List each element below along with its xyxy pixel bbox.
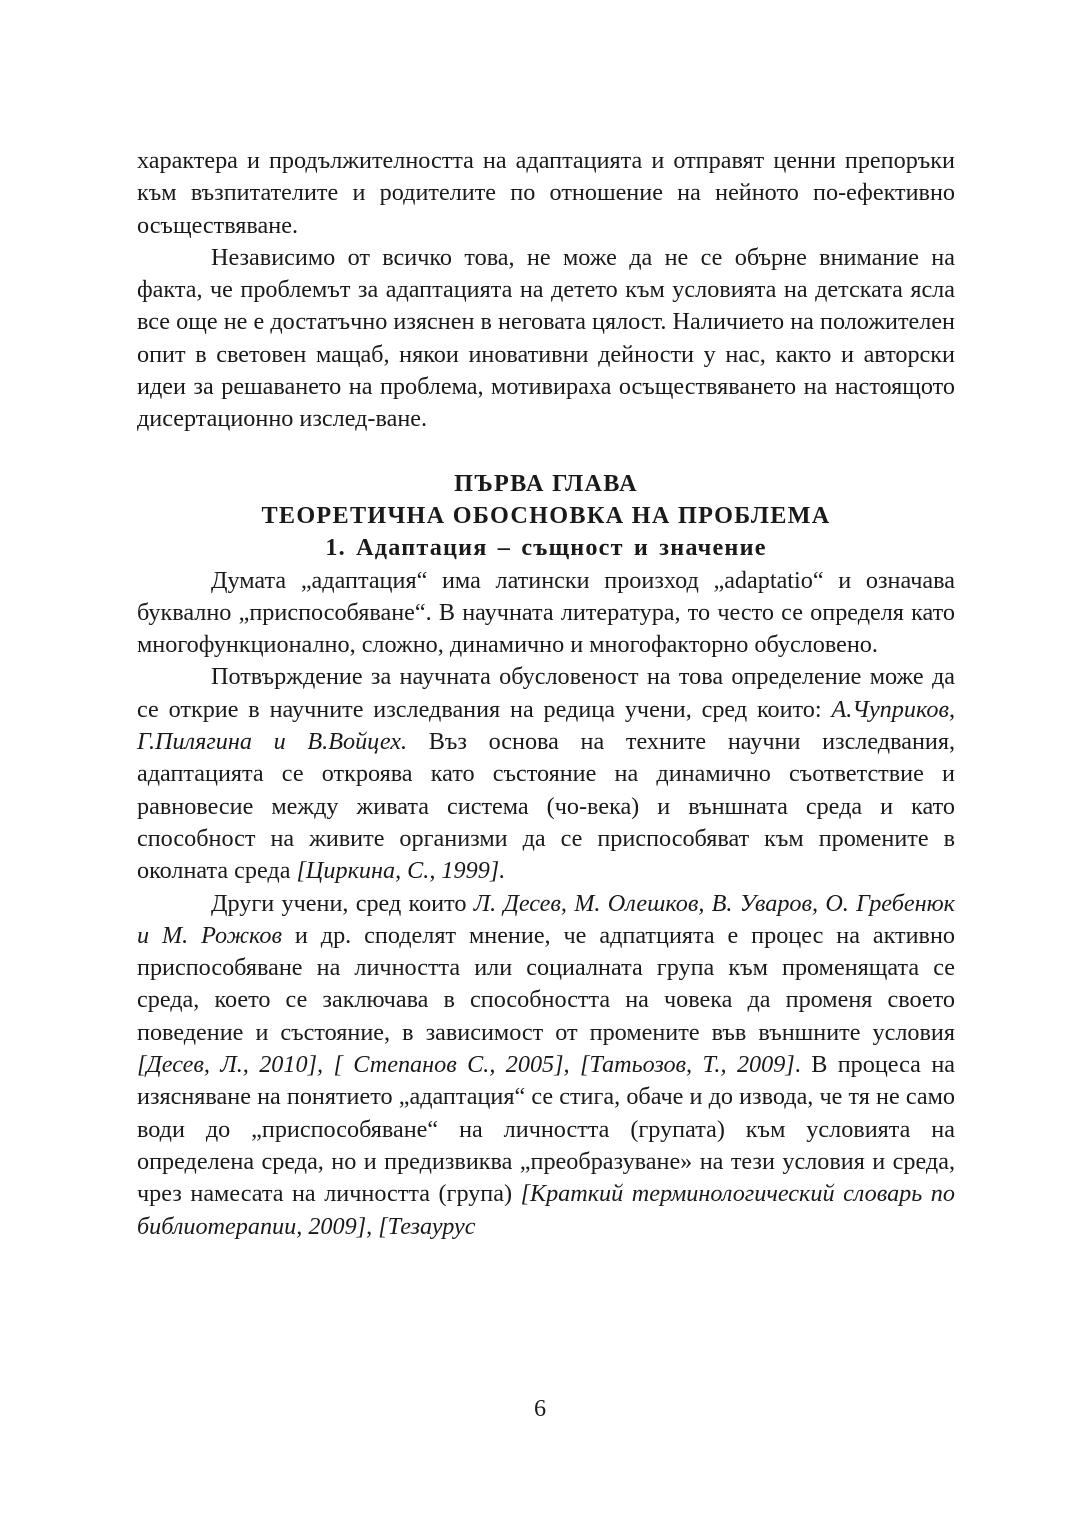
author-names: Л. Десев, М. Олешков, В. Уваров, О. Гребенюк и М. Рожков <box>137 889 955 949</box>
citation: [Краткий терминологический словарь по библиотерапии, 2009], [Тезаурус <box>137 1180 955 1240</box>
chapter-title: ТЕОРЕТИЧНА ОБОСНОВКА НА ПРОБЛЕМА <box>261 501 831 529</box>
paragraph-text: и др. споделят мнение, че адпатцията е процес на активно приспособяване на личността или социалната група към променящата се среда, което се заключава в способността на човека да променя своето поведение и състояние, в зависимост от промените във външните условия <box>137 921 955 1046</box>
paragraph-text: Други учени, сред които <box>211 889 474 917</box>
citation: [Циркина, С., 1999]. <box>296 857 506 885</box>
paragraph-other-scholars <box>137 888 955 1243</box>
chapter-label: ПЪРВА ГЛАВА <box>454 469 638 497</box>
citation: [Десев, Л., 2010], [ Степанов С., 2005], [Татьозов, Т., 2009] <box>137 1051 795 1079</box>
page-number: 6 <box>533 1395 547 1422</box>
paragraph-text: Потвърждение за научната обусловеност на това определение може да се открие в научните изследвания на редица учени, сред които: <box>137 663 955 723</box>
section-title: 1. Адаптация – същност и значение <box>325 534 767 562</box>
paragraph-text: . В процеса на изясняване на понятието „адаптация“ се стига, обаче и до извода, че тя не само води до „приспособяване“ на личността (групата) към условията на определена среда, но и предизвиква „преобразуване» на тези условия и среда, чрез намесата на личността (група) <box>137 1051 955 1208</box>
page-body <box>137 145 955 1243</box>
chapter-heading <box>137 468 955 565</box>
paragraph-text: Въз основа на техните научни изследвания, адаптацията се откроява като състояние на динамично съответствие и равновесие между живата система (чо-века) и външната среда и като способност на живите организми да се приспособяват към промените в околната среда <box>137 728 956 885</box>
paragraph-confirmation <box>137 661 955 887</box>
author-names: А.Чуприков, Г.Пилягина и В.Войцех. <box>137 695 955 756</box>
paragraph-definition: Думата „адаптация“ има латински произход „adaptatio“ и означава буквално „приспособяване“. В научната литература, то често се определя като многофункционално, сложно, динамично и многофакторно обусловено. <box>137 566 955 659</box>
paragraph-intro-continuation: характера и продължителността на адаптацията и отправят ценни препоръки към възпитателите и родителите по отношение на нейното по-ефективно осъществяване. <box>137 147 955 239</box>
paragraph-motivation: Независимо от всичко това, не може да не се обърне внимание на факта, че проблемът за адаптацията на детето към условията на детската ясла все още не е достатъчно изяснен в неговата цялост. Наличието на положителен опит в световен мащаб, някои иновативни дейности у нас, както и авторски идеи за решаването на проблема, мотивираха осъществяването на настоящото дисертационно изслед-ване. <box>137 243 955 433</box>
